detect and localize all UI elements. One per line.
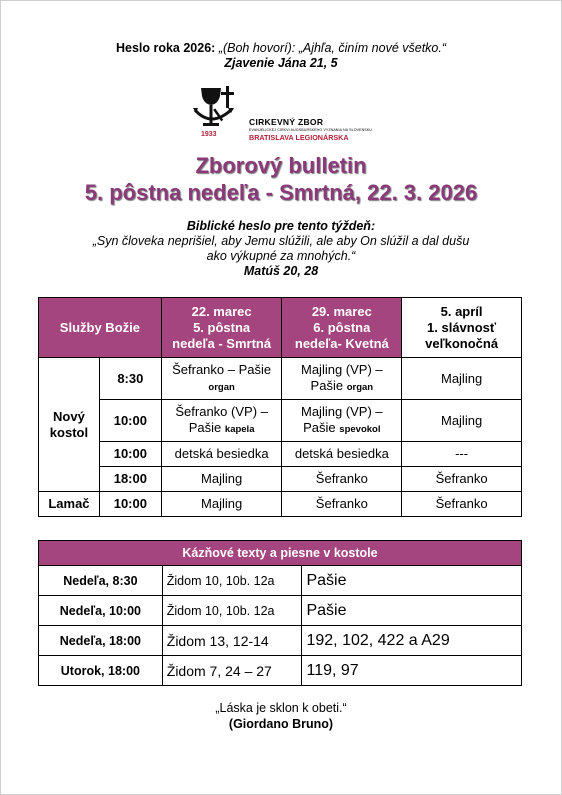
table-row [39,400,522,442]
table-row [39,566,522,596]
sermons-header: Kázňové texty a piesne v kostole [39,541,522,566]
chalice-anchor-icon [191,84,247,132]
church-logo [191,84,381,142]
service-cell: Šefranko [282,492,402,517]
time-cell: 8:30 [99,358,161,400]
sermon-songs: 119, 97 [302,656,522,686]
sermon-songs: Pašie [302,566,522,596]
service-cell: Majling (VP) – Pašie spevokol [282,400,402,442]
service-cell: detská besiedka [161,442,282,467]
time-cell: 10:00 [99,442,161,467]
service-cell: Šefranko [402,467,522,492]
year-motto [0,41,562,71]
services-header: Služby Božie [39,298,162,358]
quote-text: „Láska je sklon k obeti.“ [215,701,347,715]
verse-reference: Matúš 20, 28 [243,264,319,278]
sermon-text: Židom 10, 10b. 12a [162,566,302,596]
time-cell: 10:00 [99,400,161,442]
logo-year: 1933 [201,131,217,138]
verse-line-2: ako výkupné za mnohých.“ [206,249,356,263]
motto-label: Heslo roka 2026: [115,41,216,55]
service-cell: Majling [161,492,282,517]
footer-quote [0,700,562,732]
table-row [39,358,522,400]
table-row [39,656,522,686]
verse-line-1: „Syn človeka neprišiel, aby Jemu slúžili, ale aby On slúžil a dal dušu [92,234,470,248]
service-cell: detská besiedka [282,442,402,467]
table-row [39,467,522,492]
logo-text [249,117,372,142]
sermon-text: Židom 7, 24 – 27 [162,656,302,686]
service-cell: Majling [402,400,522,442]
service-cell: Šefranko [402,492,522,517]
logo-line-2: EVANJELICKEJ CIRKVI AUGSBURSKÉHO VYZNANIA NA SLOVENSKU [249,128,372,132]
table-row [39,596,522,626]
sermon-songs: Pašie [302,596,522,626]
service-cell: Majling [402,358,522,400]
sermon-when: Nedeľa, 18:00 [39,626,163,656]
service-cell: Majling [161,467,282,492]
sermon-when: Nedeľa, 8:30 [39,566,163,596]
sermon-text: Židom 10, 10b. 12a [162,596,302,626]
motto-text: „(Boh hovorí): „Ajhľa, činím nové všetko.“ [218,41,447,55]
table-row [39,492,522,517]
place-novy-kostol: Nový kostol [39,358,100,492]
time-cell: 10:00 [99,492,161,517]
sermons-table [38,540,522,686]
col-date-1: 22. marec 5. pôstna nedeľa - Smrtná [161,298,282,358]
sermon-songs: 192, 102, 422 a A29 [302,626,522,656]
motto-reference: Zjavenie Jána 21, 5 [224,56,338,70]
services-table [38,297,522,517]
logo-line-1: CIRKEVNÝ ZBOR [249,117,324,127]
logo-line-3: BRATISLAVA LEGIONÁRSKA [249,133,349,142]
sermon-text: Židom 13, 12-14 [162,626,302,656]
quote-author: (Giordano Bruno) [228,717,334,731]
table-row [39,626,522,656]
service-cell: Majling (VP) – Pašie organ [282,358,402,400]
weekly-verse [0,219,562,279]
sermon-when: Utorok, 18:00 [39,656,163,686]
service-cell: --- [402,442,522,467]
sermons-header-row [39,541,522,566]
col-date-2: 29. marec 6. pôstna nedeľa- Kvetná [282,298,402,358]
sermon-when: Nedeľa, 10:00 [39,596,163,626]
service-cell: Šefranko [282,467,402,492]
col-date-3: 5. apríl 1. slávnosť veľkonočná [402,298,522,358]
verse-heading: Biblické heslo pre tento týždeň: [186,219,376,233]
place-lamac: Lamač [39,492,100,517]
services-header-row [39,298,522,358]
time-cell: 18:00 [99,467,161,492]
bulletin-subtitle: 5. pôstna nedeľa - Smrtná, 22. 3. 2026 [84,180,478,205]
table-row [39,442,522,467]
bulletin-title: Zborový bulletin [195,153,367,178]
service-cell: Šefranko (VP) – Pašie kapela [161,400,282,442]
service-cell: Šefranko – Pašie organ [161,358,282,400]
